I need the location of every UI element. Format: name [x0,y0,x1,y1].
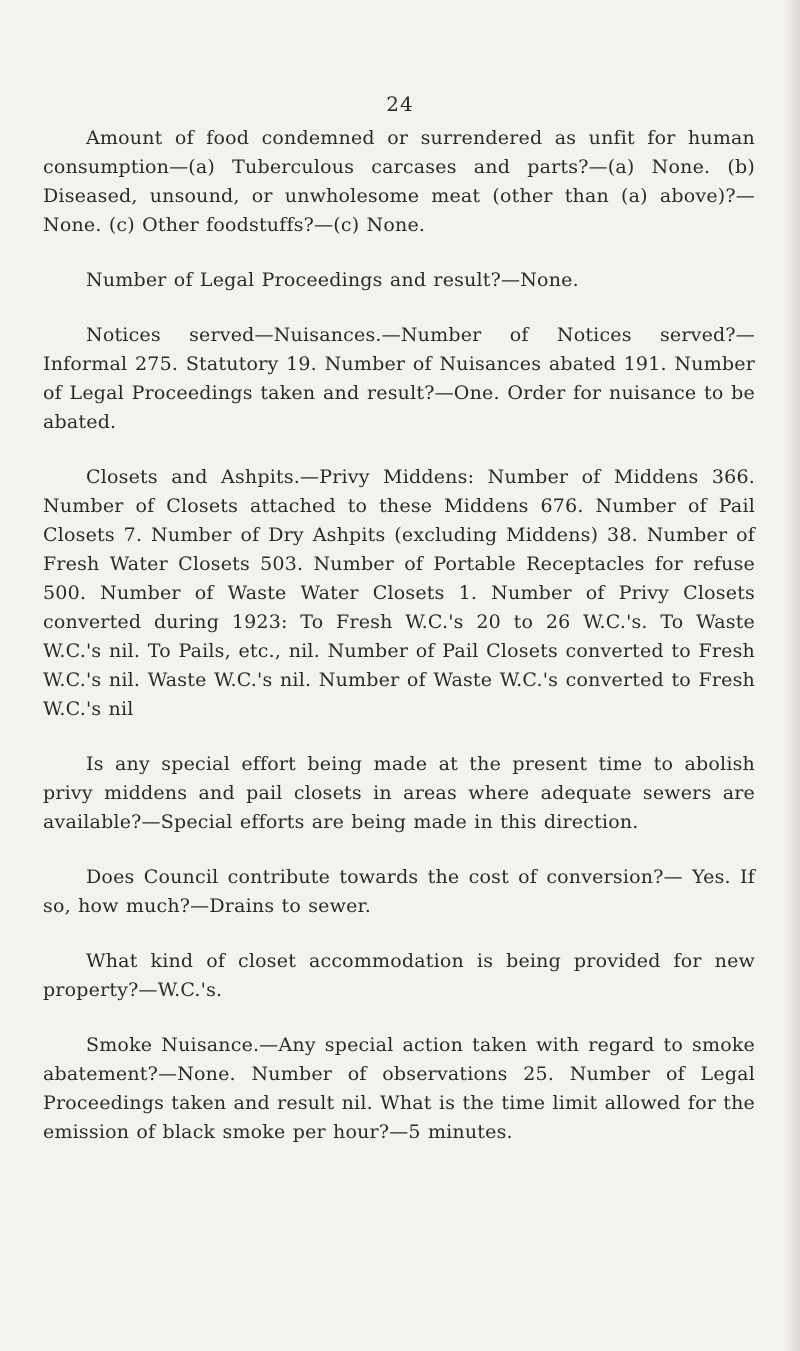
paragraph-council-contribution: Does Council contribute towards the cost of conversion?— Yes. If so, how much?—Drains to sewer. [43,866,755,917]
paragraph-special-effort: Is any special effort being made at the present time to abolish privy middens and pail closets in areas where adequate sewers are available?—Special efforts are being made in this direction. [43,753,755,833]
paragraph-food-condemned: Amount of food condemned or surrendered as unfit for human consumption—(a) Tuberculous carcases and parts?—(a) None. (b) Diseased, unsound, or unwholesome meat (other than (a) above)?—None. (c) Other foodstuffs?—(c) None. [43,127,755,236]
page-number: 24 [386,92,414,116]
document-body [43,124,755,1173]
paragraph-closets-ashpits: Closets and Ashpits.—Privy Middens: Number of Middens 366. Number of Closets attached to these Middens 676. Number of Pail Closets 7. Number of Dry Ashpits (excluding Middens) 38. Number of Fresh Water Closets 503. Number of Portable Receptacles for refuse 500. Number of Waste Water Closets 1. Number of Privy Closets converted during 1923: To Fresh W.C.'s 20 to 26 W.C.'s. To Waste W.C.'s nil. To Pails, etc., nil. Number of Pail Closets converted to Fresh W.C.'s nil. Waste W.C.'s nil. Number of Waste W.C.'s converted to Fresh W.C.'s nil [43,466,755,720]
paragraph-notices-served: Notices served—Nuisances.—Number of Notices served?— Informal 275. Statutory 19. Number of Nuisances abated 191. Number of Legal Proceedings taken and result?—One. Order for nuisance to be abated. [43,324,755,433]
page-edge-shadow [784,0,800,1351]
paragraph-closet-accommodation: What kind of closet accommodation is being provided for new property?—W.C.'s. [43,950,755,1001]
paragraph-legal-proceedings: Number of Legal Proceedings and result?—None. [86,269,579,291]
paragraph-smoke-nuisance: Smoke Nuisance.—Any special action taken with regard to smoke abatement?—None. Number of observations 25. Number of Legal Proceedings taken and result nil. What is the time limit allowed for the emission of black smoke per hour?—5 minutes. [43,1034,755,1143]
